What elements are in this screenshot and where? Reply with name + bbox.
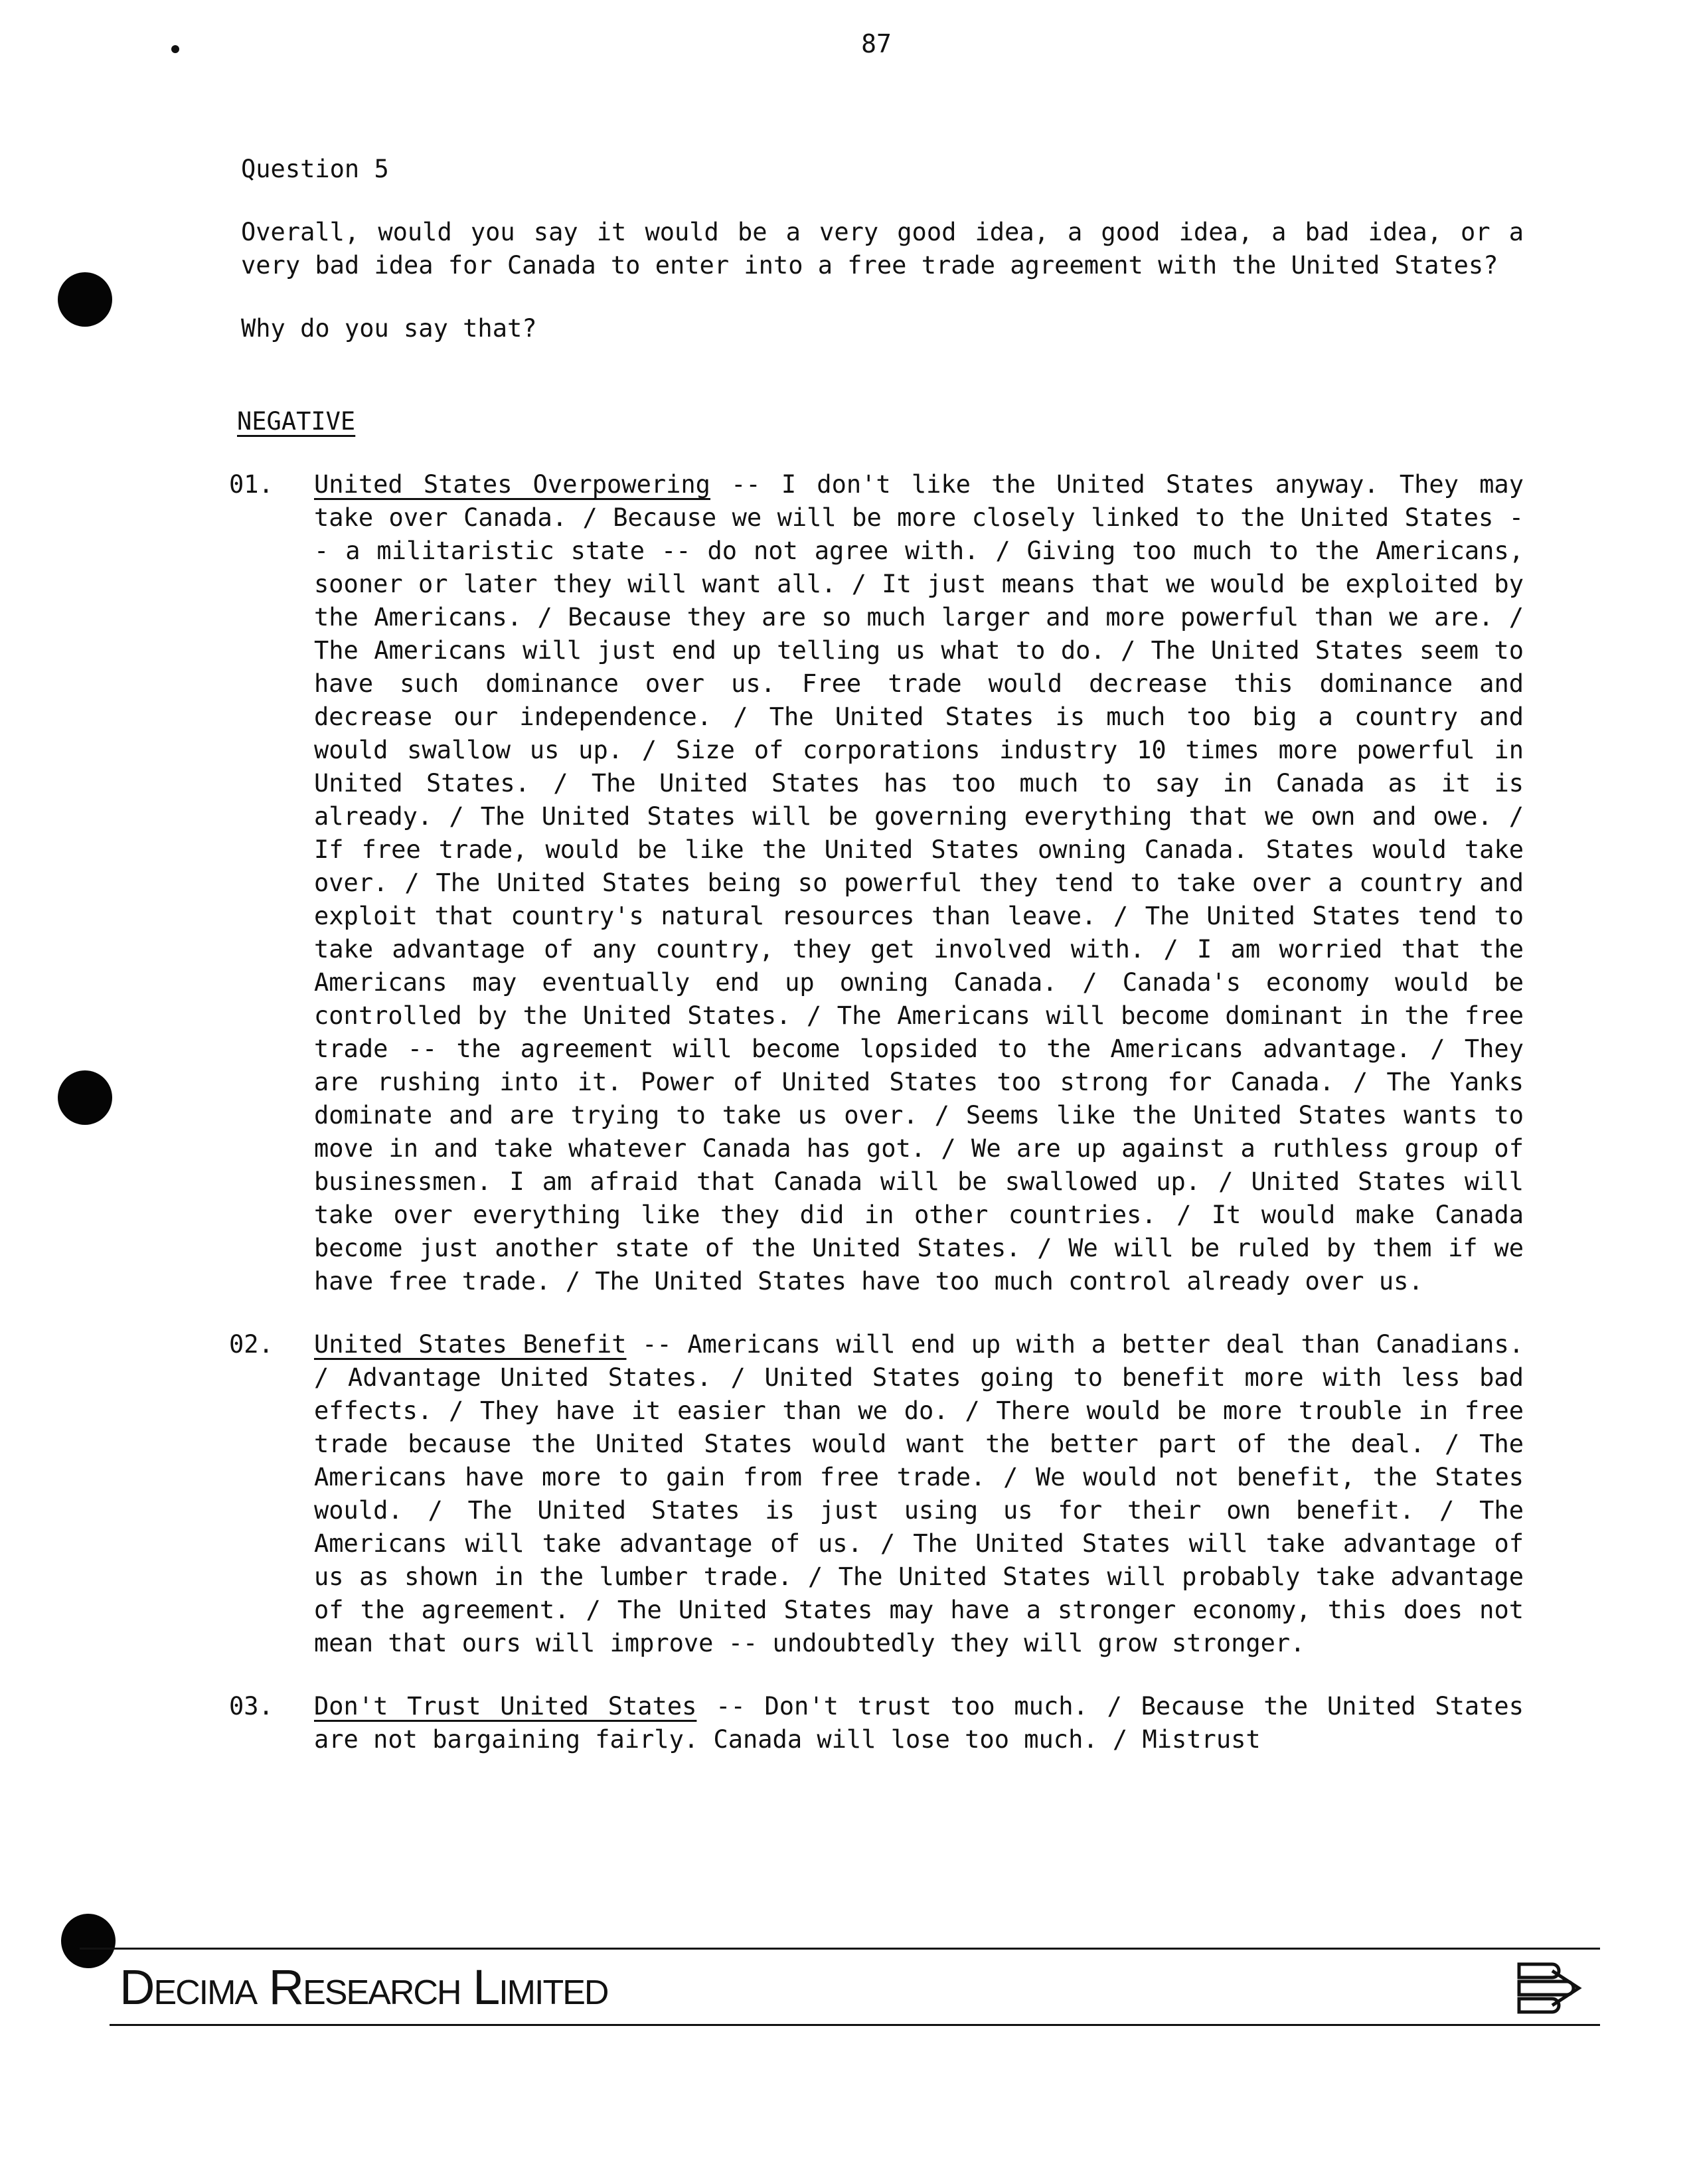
- punch-hole-bottom: [61, 1914, 116, 1968]
- response-item: [229, 468, 1524, 1298]
- followup-question: Why do you say that?: [241, 314, 537, 343]
- response-item: [229, 1690, 1524, 1756]
- document-body: [229, 153, 1524, 1786]
- punch-hole-middle: [58, 1070, 112, 1125]
- footer-rule-top: [80, 1948, 1600, 1950]
- response-number: 03.: [229, 1692, 274, 1721]
- section-heading: NEGATIVE: [237, 407, 356, 436]
- response-body: -- Americans will end up with a better deal than Canadians. / Advantage United States. / United States going to benefit more with less bad effects. / They have it easier than we do. / There would be more trouble in free trade because the United States would want the better part of the deal. / The Americans have more to gain from free trade. / We would not benefit, the States would. / The United States is just using us for their own benefit. / The Americans will take advantage of us. / The United States will take advantage of us as shown in the lumber trade. / The United States will probably take advantage of the agreement. / The United States may have a stronger economy, this does not mean that ours will improve -- undoubtedly they will grow stronger.: [314, 1330, 1524, 1657]
- response-number: 01.: [229, 470, 274, 499]
- page-number: 87: [861, 29, 892, 58]
- response-body: -- Don't trust too much. / Because the United States are not bargaining fairly. Canada will lose too much. / Mistrust: [314, 1692, 1524, 1754]
- response-number: 02.: [229, 1330, 274, 1359]
- footer-company-name: Decima Research Limited: [120, 1960, 608, 2015]
- scan-speck: [171, 45, 179, 53]
- punch-hole-top: [58, 272, 112, 327]
- question-text: Overall, would you say it would be a very good idea, a good idea, a bad idea, or a very bad idea for Canada to enter into a free trade agreement with the United States?: [241, 218, 1524, 280]
- response-item: [229, 1328, 1524, 1660]
- response-body: -- I don't like the United States anyway. They may take over Canada. / Because we will be more closely linked to the United States -- a militaristic state -- do not agree with. / Giving too much to the Americans, sooner or later they will want all. / It just means that we would be exploited by the Americans. / Because they are so much larger and more powerful than we are. / The Americans will just end up telling us what to do. / The United States seem to have such dominance over us. Free trade would decrease this dominance and decrease our independence. / The United States is much too big a country and would swallow us up. / Size of corporations industry 10 times more powerful in United States. / The United States has too much to say in Canada as it is already. / The United States will be governing everything that we own and owe. / If free trade, would be like the United States owning Canada. States would take over. / The United States being so powerful they tend to take over a country and exploit that country's natural resources than leave. / The United States tend to take advantage of any country, they get involved with. / I am worried that the Americans may eventually end up owning Canada. / Canada's economy would be controlled by the United States. / The Americans will become dominant in the free trade -- the agreement will become lopsided to the Americans advantage. / They are rushing into it. Power of United States too strong for Canada. / The Yanks dominate and are trying to take us over. / Seems like the United States wants to move in and take whatever Canada has got. / We are up against a ruthless group of businessmen. I am afraid that Canada will be swallowed up. / United States will take over everything like they did in other countries. / It would make Canada become just another state of the United States. / We will be ruled by them if we have free trade. / The United States have too much control already over us.: [314, 470, 1524, 1296]
- decima-logo-icon: [1514, 1956, 1587, 2019]
- response-title: United States Overpowering: [314, 470, 710, 499]
- question-label: Question 5: [241, 155, 389, 183]
- response-title: Don't Trust United States: [314, 1692, 697, 1721]
- response-title: United States Benefit: [314, 1330, 627, 1359]
- footer-rule-bottom: [110, 2024, 1600, 2026]
